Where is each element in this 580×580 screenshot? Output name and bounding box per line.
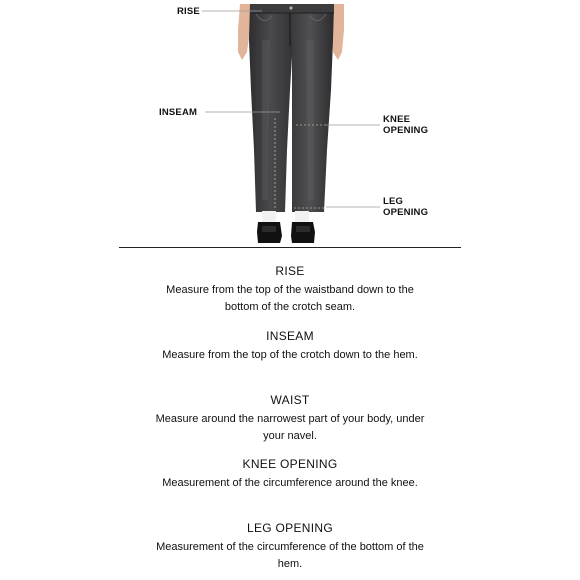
definition-text: Measure around the narrowest part of your body, under your navel.	[155, 413, 425, 442]
right-sock	[295, 211, 309, 223]
definition-rise	[0, 264, 580, 316]
right-shoe	[291, 222, 315, 243]
definition-title: LEG OPENING	[247, 521, 333, 535]
section-divider	[119, 247, 461, 248]
inseam-callout: INSEAM	[159, 107, 198, 118]
definition-text: Measurement of the circumference of the bottom of the hem.	[156, 541, 424, 570]
rise-callout: RISE	[177, 6, 200, 17]
knee-opening-callout: KNEE OPENING	[383, 114, 429, 136]
leg-opening-callout: LEG OPENING	[383, 196, 429, 218]
left-sock	[262, 211, 276, 223]
jeans-illustration	[0, 0, 580, 250]
definition-title: RISE	[275, 264, 305, 278]
definition-title: WAIST	[270, 393, 310, 407]
definition-title: INSEAM	[266, 329, 314, 343]
definition-title: KNEE OPENING	[242, 457, 338, 471]
left-leg	[249, 4, 293, 212]
definition-leg-opening	[0, 521, 580, 573]
definition-inseam	[0, 329, 580, 364]
left-shoe	[257, 222, 282, 243]
jeans-measurement-diagram	[0, 0, 580, 250]
definition-knee-opening	[0, 457, 580, 492]
definition-text: Measure from the top of the waistband down to the bottom of the crotch seam.	[166, 284, 414, 313]
definition-text: Measure from the top of the crotch down to the hem.	[162, 349, 418, 361]
definition-text: Measurement of the circumference around the knee.	[162, 477, 418, 489]
definition-waist	[0, 393, 580, 445]
